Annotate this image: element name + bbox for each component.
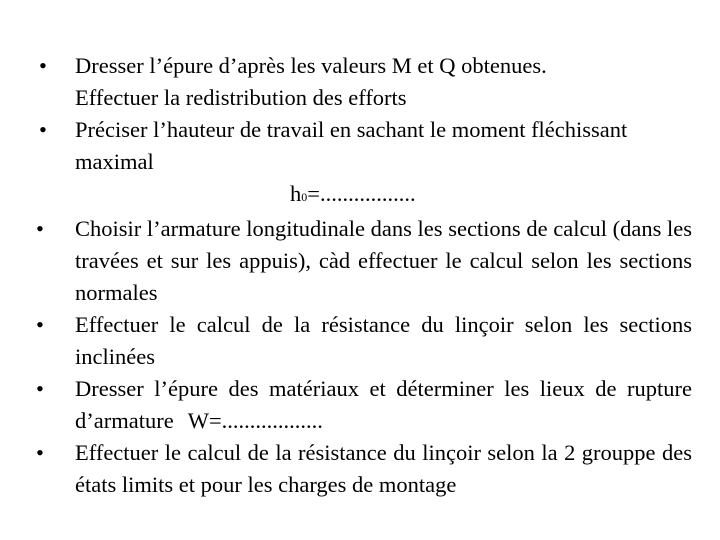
list-item — [0, 437, 720, 501]
formula-var: h — [290, 181, 302, 206]
item-text-line: Dresser l’épure d’après les valeurs M et Q obtenues. — [75, 53, 547, 78]
bullet-list — [0, 50, 720, 501]
list-item — [0, 373, 720, 437]
bullet-icon: • — [39, 117, 47, 142]
item-text: Choisir l’armature longitudinale dans les sections de calcul (dans les travées et sur les appuis), càd effectuer le calcul selon les sections normales — [75, 216, 692, 305]
list-item — [0, 114, 720, 213]
item-text: Dresser l’épure des matériaux et déterminer les lieux de rupture d’armature — [75, 376, 692, 433]
item-text: Préciser l’hauteur de travail en sachant le moment fléchissant maximal — [75, 117, 628, 174]
item-text: Effectuer le calcul de la résistance du linçoir selon les sections inclinées — [75, 312, 692, 369]
item-text-line: Effectuer la redistribution des efforts — [75, 85, 407, 110]
bullet-icon: • — [36, 376, 44, 401]
list-item — [0, 213, 720, 309]
formula-value: =................. — [307, 181, 416, 206]
item-text: Effectuer le calcul de la résistance du linçoir selon la 2 grouppe des états limits et pour les charges de montage — [75, 440, 692, 497]
list-item — [0, 50, 720, 114]
bullet-icon: • — [36, 440, 44, 465]
bullet-icon: • — [39, 53, 47, 78]
formula — [75, 178, 692, 213]
bullet-icon: • — [36, 216, 44, 241]
item-formula: W=.................. — [187, 408, 323, 433]
formula-subscript: 0 — [301, 190, 308, 204]
bullet-icon: • — [36, 312, 44, 337]
list-item — [0, 309, 720, 373]
